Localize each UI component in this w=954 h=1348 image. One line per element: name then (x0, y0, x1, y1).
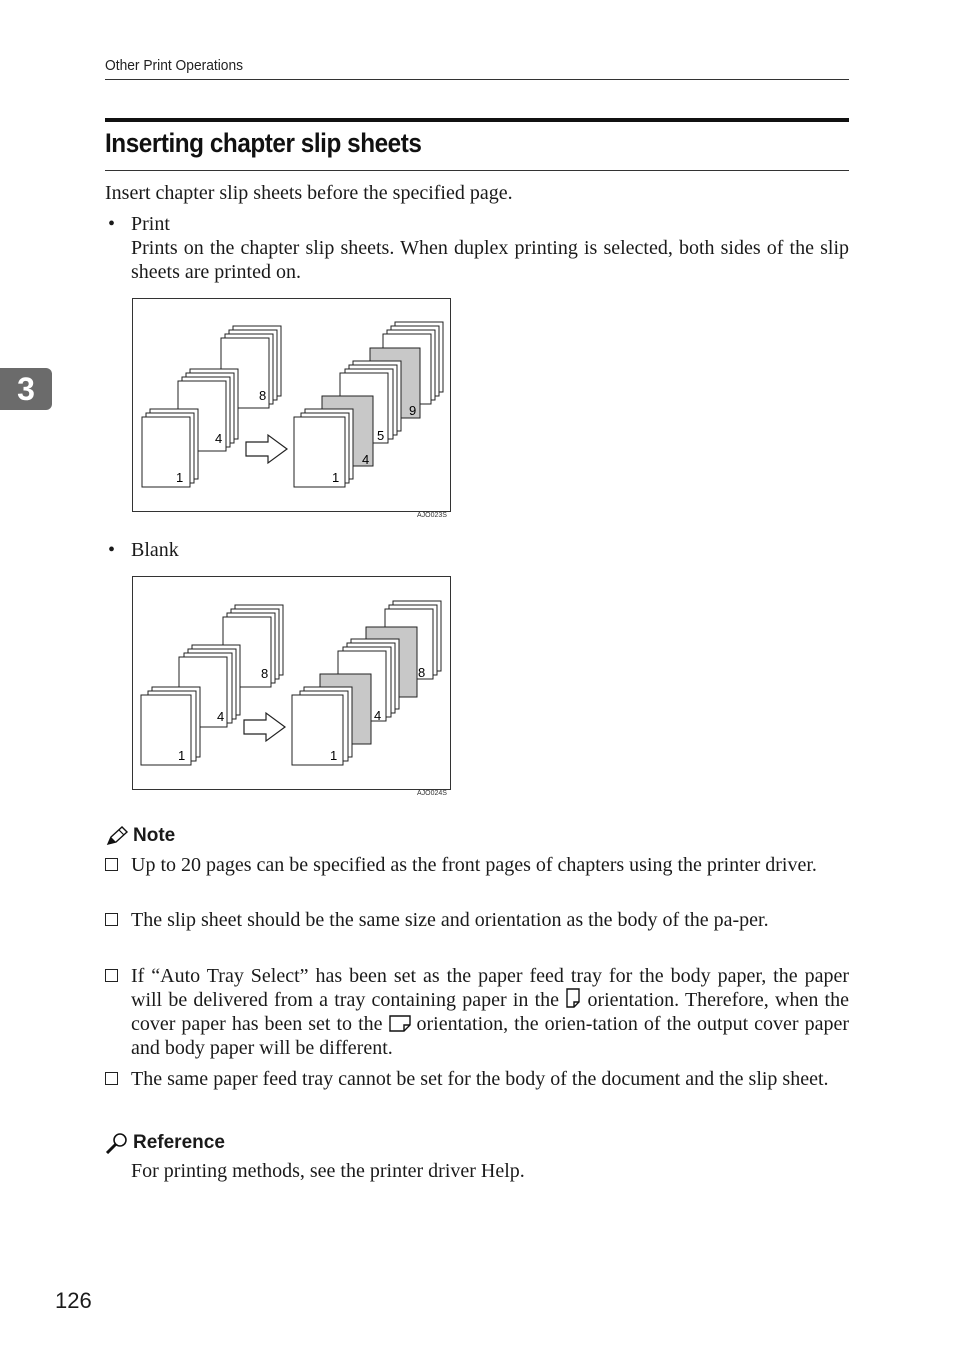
page-label: 8 (418, 665, 426, 680)
note-item: The same paper feed tray cannot be set for the body of the document and the slip sheet. (131, 1068, 829, 1090)
page-label: 8 (259, 388, 267, 403)
page-label: 9 (409, 403, 417, 418)
bullet-marker: • (108, 539, 116, 561)
reference-text: For printing methods, see the printer driver Help. (131, 1160, 525, 1182)
figure-code: AJO023S (417, 512, 447, 519)
bullet-label-print: Print (131, 213, 170, 235)
page-stack-8-after (292, 601, 441, 765)
pencil-icon (105, 825, 129, 847)
figure-code: AJO024S (417, 790, 447, 797)
reference-heading-label: Reference (133, 1132, 225, 1153)
page-label: 8 (261, 666, 269, 681)
page-number: 126 (55, 1288, 92, 1313)
title-rule-bottom (105, 170, 849, 171)
arrow-right-icon (246, 435, 287, 463)
page-stack-1 (138, 409, 198, 487)
arrow-right-icon (244, 713, 285, 741)
header-rule (105, 79, 849, 80)
checkbox-icon (105, 1072, 118, 1085)
note-heading (105, 823, 175, 849)
page-label: 4 (374, 708, 382, 723)
page-label: 4 (362, 452, 370, 467)
figure-blank-illustration (133, 577, 450, 789)
portrait-orientation-icon (565, 988, 581, 1008)
note-item-part: orientation, the orien-tation of the output cover paper and body paper will be different. (131, 1013, 849, 1059)
page-label: 5 (377, 428, 385, 443)
page-title: Inserting chapter slip sheets (105, 128, 422, 158)
figure-blank (132, 576, 451, 790)
page-label: 1 (176, 470, 184, 485)
checkbox-icon (105, 858, 118, 871)
running-head: Other Print Operations (105, 57, 244, 74)
chapter-tab: 3 (0, 368, 52, 410)
page-stack-1 (141, 687, 200, 765)
note-heading-label: Note (133, 825, 176, 846)
note-item (131, 964, 849, 1060)
page-label: 1 (332, 470, 340, 485)
bullet-text-print: Prints on the chapter slip sheets. When duplex printing is selected, both sides of the slip sheets are printed on. (131, 237, 849, 283)
page-label: 1 (178, 748, 186, 763)
page-label: 1 (330, 748, 338, 763)
figure-print (132, 298, 451, 512)
page-label: 4 (217, 709, 225, 724)
note-item-part: If “Auto Tray Select” has been set as the paper feed tray for the body paper, the paper will be delivered from a tray containing paper in the (131, 965, 849, 1011)
checkbox-icon (105, 913, 118, 926)
bullet-marker: • (108, 213, 116, 235)
magnifier-icon (105, 1132, 129, 1154)
intro-text: Insert chapter slip sheets before the specified page. (105, 182, 513, 204)
reference-heading (105, 1130, 225, 1156)
note-item: The slip sheet should be the same size and orientation as the body of the pa-per. (131, 909, 769, 931)
note-item-part: orientation. Therefore, when the cover paper has been set to the (131, 989, 849, 1035)
note-item: Up to 20 pages can be specified as the front pages of chapters using the printer driver. (131, 854, 817, 876)
figure-print-illustration (133, 299, 450, 511)
checkbox-icon (105, 969, 118, 982)
page-label: 4 (215, 431, 223, 446)
bullet-label-blank: Blank (131, 539, 179, 561)
title-rule-top (105, 118, 849, 122)
landscape-orientation-icon (389, 1015, 411, 1032)
